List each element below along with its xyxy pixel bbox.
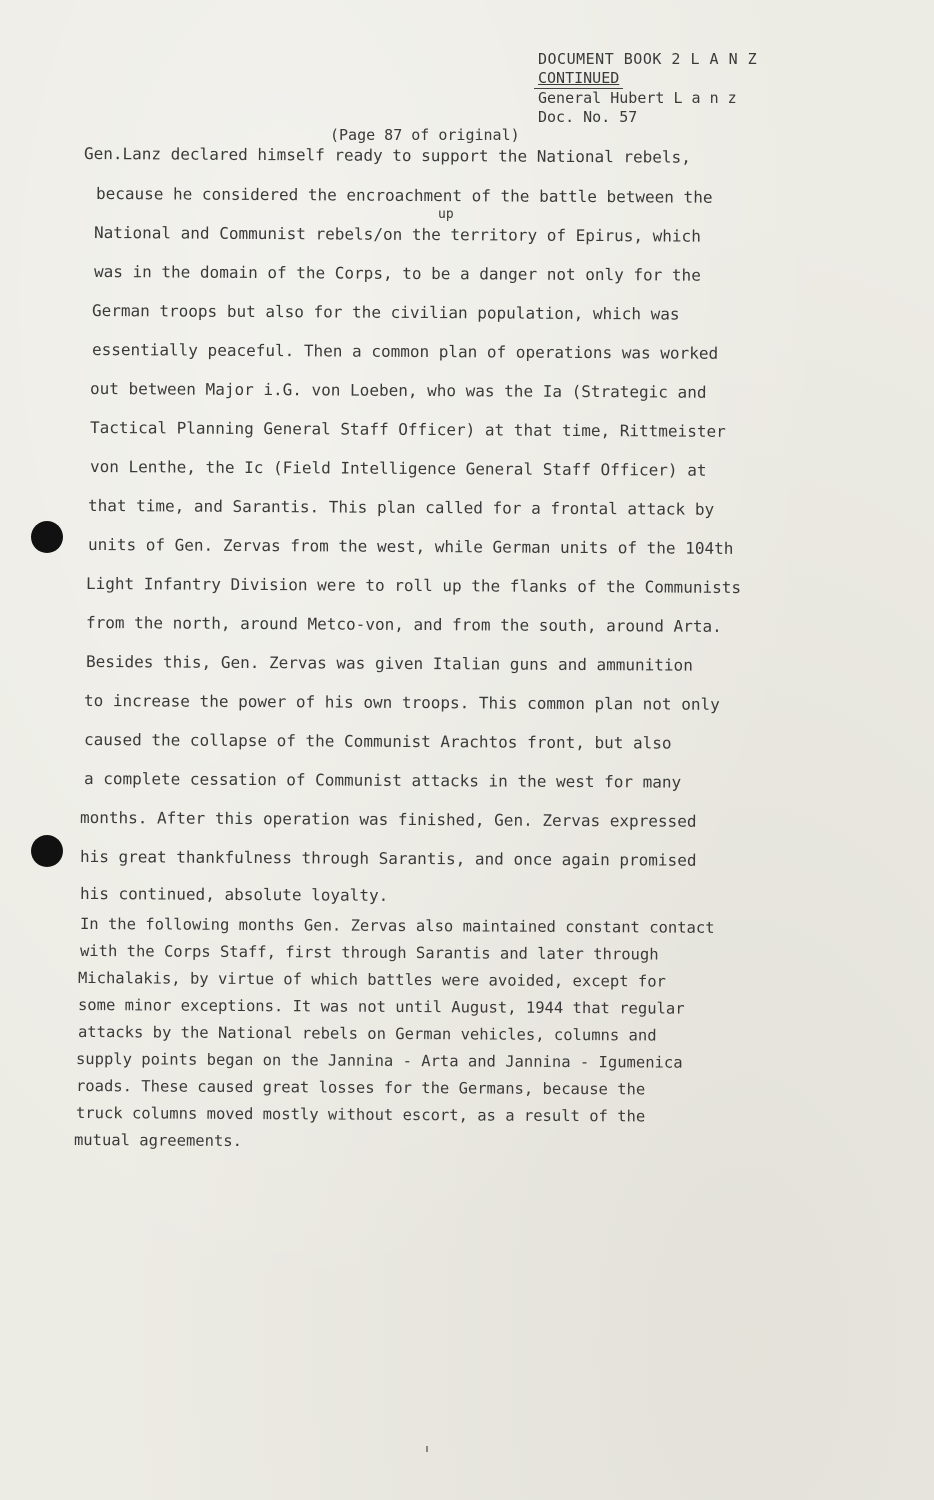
paper-speck: [426, 1446, 428, 1452]
text-line: that time, and Sarantis. This plan called for a frontal attack by: [87, 496, 715, 519]
text-line: Tactical Planning General Staff Officer) at that time, Rittmeister: [89, 418, 726, 441]
text-line: attacks by the National rebels on German vehicles, columns and: [77, 1023, 657, 1045]
text-line: out between Major i.G. von Loeben, who was the Ia (Strategic and: [89, 379, 707, 402]
text-line: In the following months Gen. Zervas also maintained constant contact: [79, 915, 715, 937]
text-line: German troops but also for the civilian population, which was: [91, 301, 680, 324]
text-line: some minor exceptions. It was not until August, 1944 that regular: [77, 996, 685, 1018]
text-line: essentially peaceful. Then a common plan of operations was worked: [91, 340, 719, 363]
punch-hole: [31, 835, 63, 867]
text-line: from the north, around Metco-von, and from the south, around Arta.: [85, 613, 722, 636]
page-reference: (Page 87 of original): [330, 126, 520, 144]
text-line: Light Infantry Division were to roll up the flanks of the Communists: [85, 574, 742, 598]
text-line: von Lenthe, the Ic (Field Intelligence General Staff Officer) at: [89, 457, 707, 480]
text-line: supply points began on the Jannina - Arta and Jannina - Igumenica: [75, 1050, 683, 1072]
continued-label: CONTINUED: [534, 69, 623, 89]
text-line: caused the collapse of the Communist Arachtos front, but also: [83, 730, 672, 753]
text-line: Gen.Lanz declared himself ready to support the National rebels,: [83, 144, 691, 167]
text-line: truck columns moved mostly without escort, as a result of the: [75, 1104, 646, 1126]
text-line: months. After this operation was finished, Gen. Zervas expressed: [79, 808, 697, 831]
text-line: mutual agreements.: [73, 1131, 243, 1151]
text-line: roads. These caused great losses for the Germans, because the: [75, 1077, 646, 1099]
text-line: National and Communist rebels/on the territory of Epirus, which: [93, 223, 701, 246]
text-line: a complete cessation of Communist attacks in the west for many: [83, 769, 682, 792]
text-line: units of Gen. Zervas from the west, while German units of the 104th: [87, 535, 734, 558]
document-book-title: DOCUMENT BOOK 2 L A N Z: [538, 50, 758, 68]
text-line: to increase the power of his own troops. This common plan not only: [83, 691, 720, 714]
text-line: with the Corps Staff, first through Sarantis and later through: [79, 942, 659, 964]
text-line: Besides this, Gen. Zervas was given Italian guns and ammunition: [85, 652, 693, 675]
document-header: [538, 50, 757, 127]
text-line: his great thankfulness through Sarantis, and once again promised: [79, 847, 697, 870]
text-line: because he considered the encroachment of the battle between the: [95, 184, 713, 207]
handwritten-insertion: up: [438, 207, 454, 222]
author-line: General Hubert L a n z: [538, 89, 737, 107]
text-line: his continued, absolute loyalty.: [79, 884, 389, 905]
doc-number: Doc. No. 57: [538, 108, 638, 126]
text-line: was in the domain of the Corps, to be a danger not only for the: [93, 262, 701, 285]
punch-hole: [31, 521, 63, 553]
text-line: Michalakis, by virtue of which battles were avoided, except for: [77, 969, 666, 991]
